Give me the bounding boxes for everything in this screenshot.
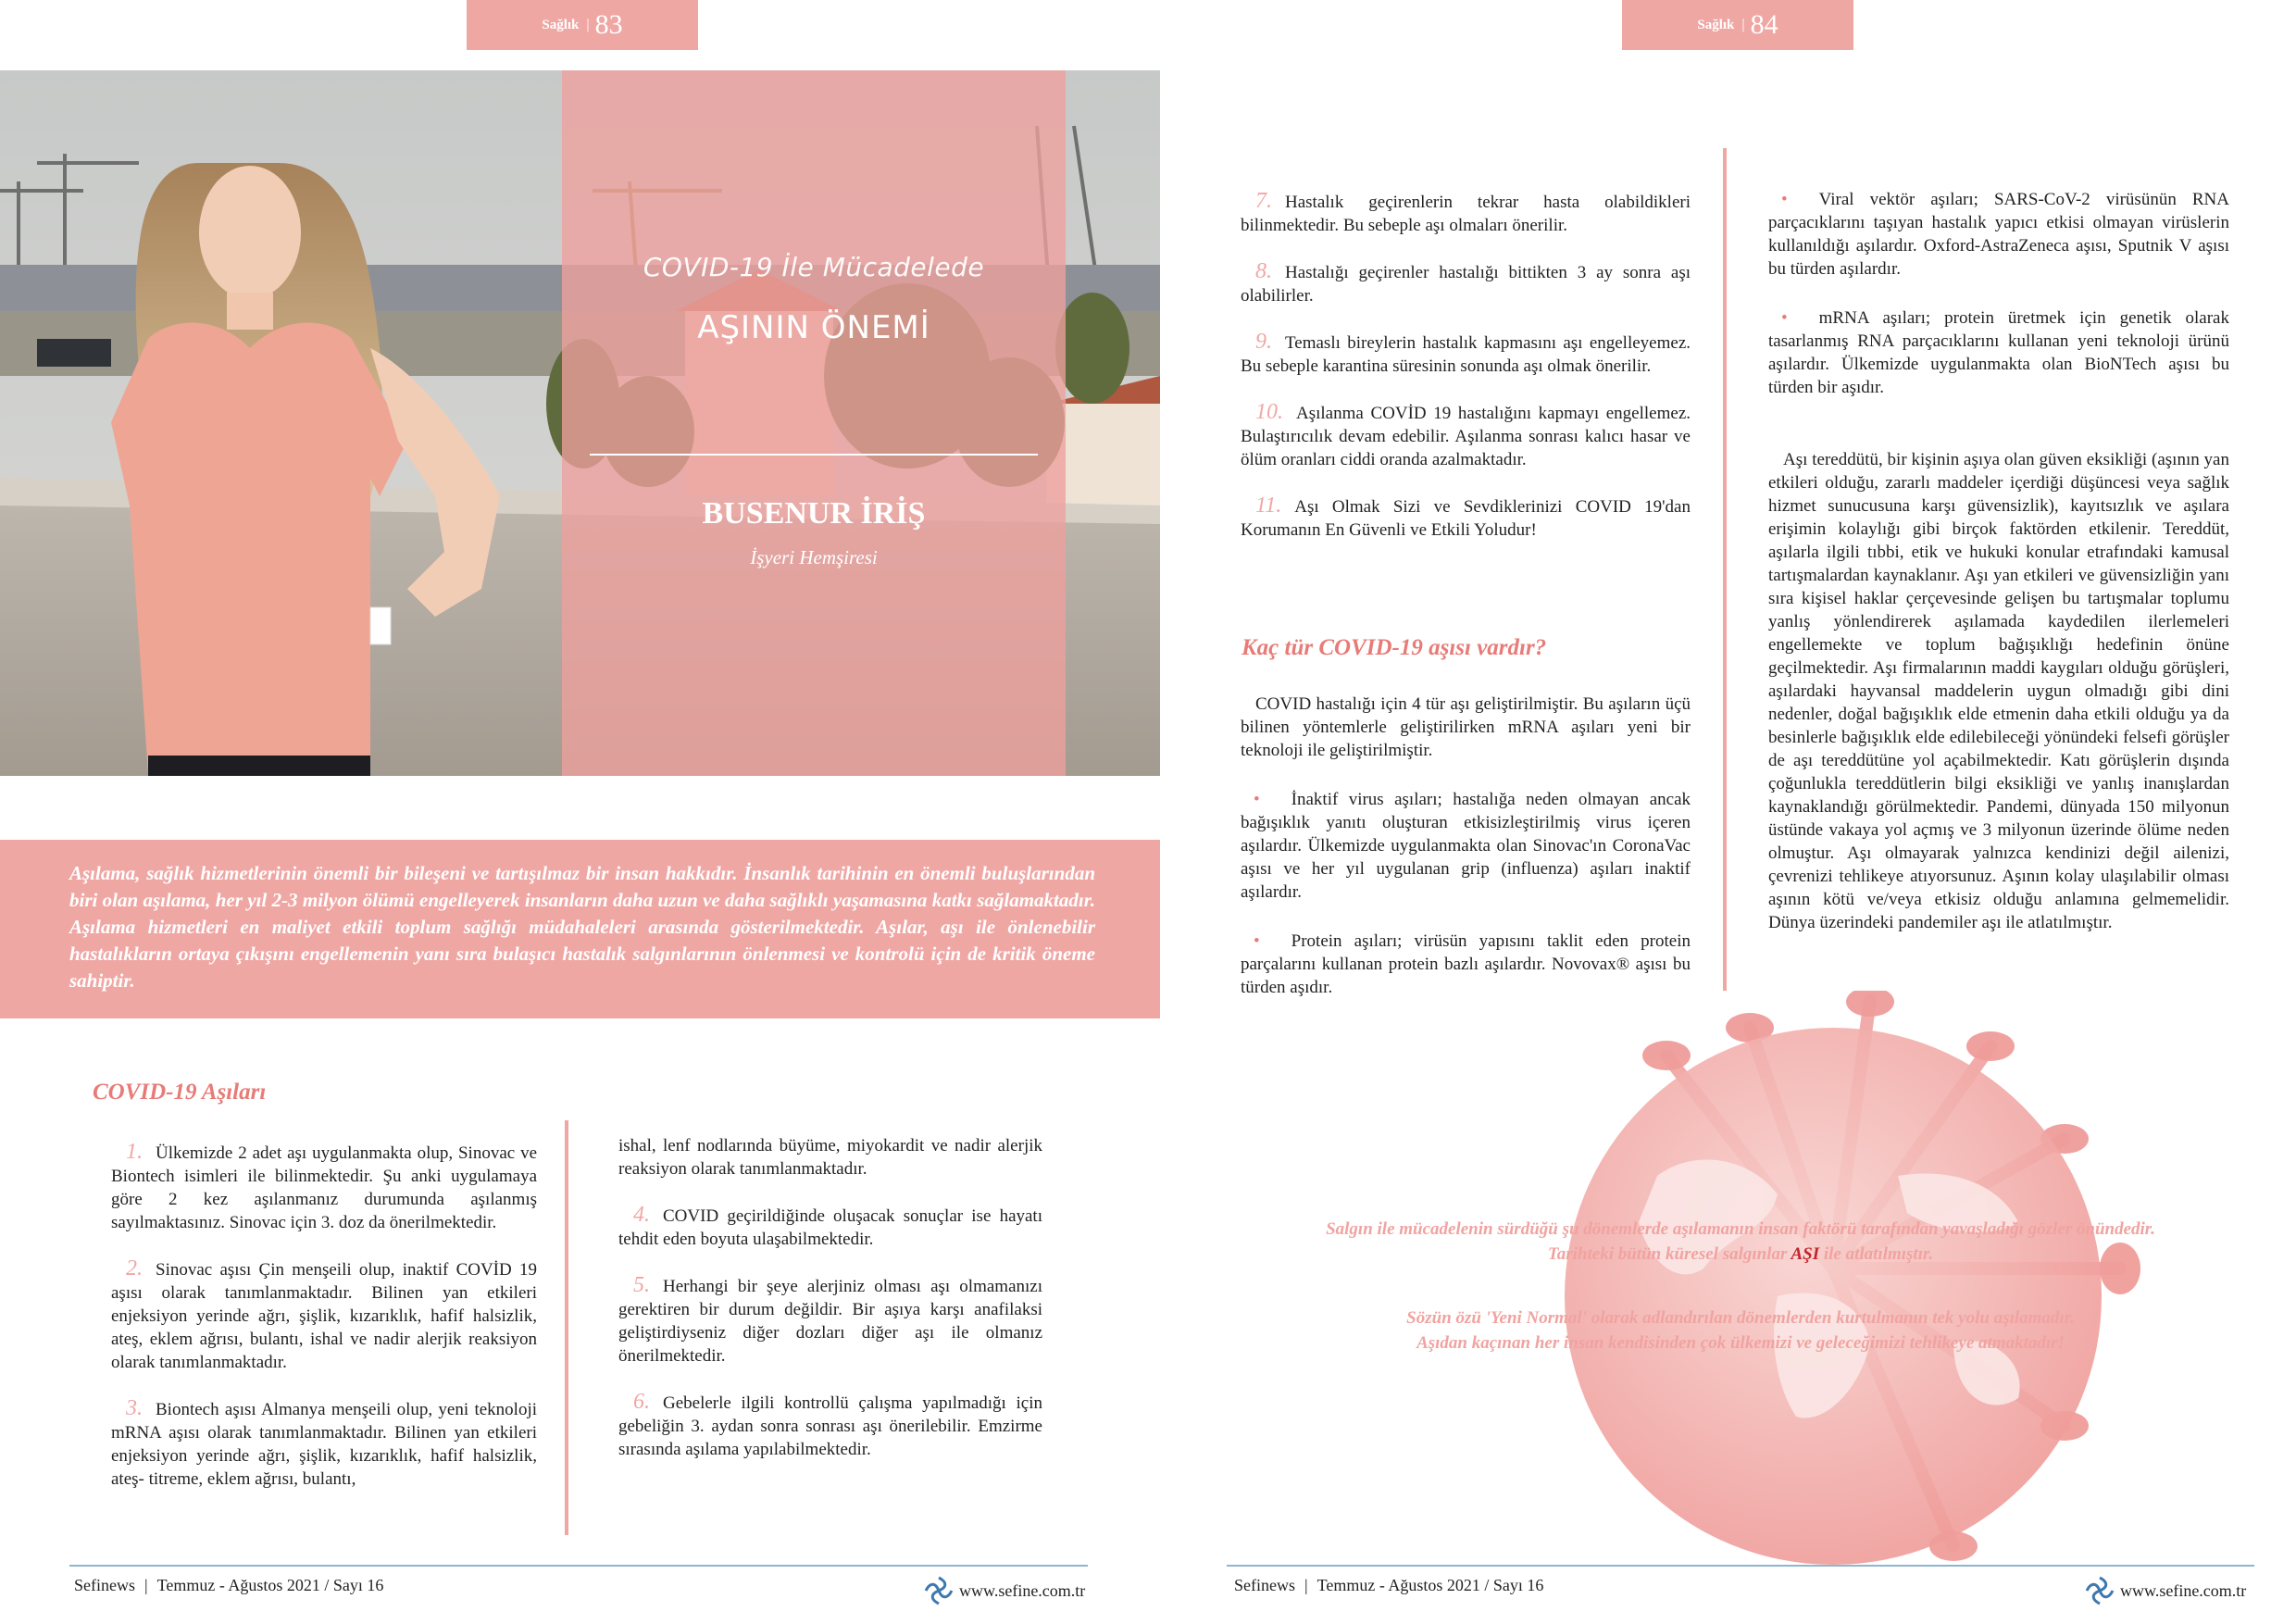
left-column-2 <box>618 1134 1042 1484</box>
footer-rule <box>69 1565 1088 1567</box>
page-tab-84: Sağlık | 84 <box>1622 0 1853 50</box>
page-number: 84 <box>1750 9 1778 40</box>
list-item: 6. Gebelerle ilgili kontrollü çalışma yapılmadığı için gebeliğin 3. aydan sonra sonrası aşı önerilebilir. Emzirme sırasında aşılama yapılabilmektedir. <box>618 1390 1042 1459</box>
list-item: • mRNA aşıları; protein üretmek için genetik olarak tasarlanmış RNA parçacıklarını kullanan yeni teknoloji ürünü aşılardır. Ülkemizde uygulanmakta olan BioNTech aşısı bu türden bir aşıdır. <box>1768 308 2229 397</box>
intro-quote: Aşılama, sağlık hizmetlerinin önemli bir bileşeni ve tartışılmaz bir insan hakkıdır. İnsanlık tarihinin en önemli buluşlarından biri olan aşılama, her yıl 2-3 milyon ölümü engelleyerek insanların daha uzun ve daha sağlıklı yaşamasına katkı sağlamaktadır. Aşılama hizmetleri en maliyet etkili toplum sağlığı müdahaleleri arasında gösterilmektedir. Aşılar, aşı ile önlenebilir hastalıkların ortaya çıkışını engellemenin yanı sıra bulaşıcı hastalık salgınlarının önlenmesi ve kontrolü için de kritik öneme sahiptir. <box>69 862 1095 992</box>
list-item: 3. Biontech aşısı Almanya menşeili olup, yeni teknoloji mRNA aşısı olarak tanımlanmaktadır. Bilinen yan etkileri enjeksiyon yerinde ağrı, şişlik, kızarıklık, hafif halsizlik, ateş- titreme, eklem ağrısı, bulantı, <box>111 1396 537 1489</box>
section-heading-vaccine-types: Kaç tür COVID-19 aşısı vardır? <box>1242 635 1547 660</box>
left-column-1 <box>111 1141 537 1514</box>
section-heading-covid-vaccines: COVID-19 Aşıları <box>93 1080 267 1105</box>
vaccine-hesitancy-text <box>1768 448 2229 957</box>
callout-2-line-2: Aşıdan kaçınan her insan kendisinden çok ülkemizi ve geleceğimizi tehlikeye atmaktadır! <box>1416 1333 2065 1353</box>
list-item: 5. Herhangi bir şeye alerjiniz olması aşı olmamanızı gerektiren bir durum değildir. Bir aşıya karşı anafilaksi geliştirdiyseniz diğer dozları diğer aşı ile olmanız önerilmektedir. <box>618 1273 1042 1366</box>
footer-website-link[interactable]: www.sefine.com.tr <box>922 1574 1085 1607</box>
page-tab-83: Sağlık | 83 <box>467 0 698 50</box>
highlight-word: AŞI <box>1791 1244 1820 1264</box>
list-item: 11. Aşı Olmak Sizi ve Sevdiklerinizi COVID 19'dan Korumanın En Güvenli ve Etkili Yoludur! <box>1241 493 1691 540</box>
list-item: • Protein aşıları; virüsün yapısını taklit eden protein parçalarını kullanan protein bazlı aşılardır. Novovax® aşısı bu türden aşıdır. <box>1241 931 1691 997</box>
sefine-logo-icon <box>922 1574 955 1607</box>
callout-2-line-1: Sözün özü 'Yeni Normal' olarak adlandırılan dönemlerden kurtulmanın tek yolu aşılamadır. <box>1406 1308 2075 1328</box>
title-overlay <box>562 70 1066 776</box>
hesitancy-paragraph: Aşı tereddütü, bir kişinin aşıya olan güven eksikliği (aşının yan etkileri olduğu, zararlı maddeler içerdiği düşüncesi veya sağlık hizmet sunucusuna karşı güvensizlik), kayıtsızlık ve aşılara erişimin kolaylığı gibi birçok faktörden etkilenir. Tereddüt, aşılarla ilgili tıbbi, etik ve hukuki konular etrafındaki kamusal tartışmalardan kaynaklanır. Aşı yan etkileri ve güvensizliğin yanı sıra kişisel haklar çerçevesinde gelişen bu tartışmalar toplumu yanlış yönlendirerek aşılamada kaydedilen ilerlemeleri engellemekte ve toplum bağışıklığı hedefinin önüne geçilmektedir. Aşı firmalarının maddi kaygıları olduğu görüşleri, aşılardaki hayvansal maddelerin uygun olmadığı gibi dini nedenler, doğal bağışıklık elde etmenin daha etkili olduğu ya da besinlerle bağışıklık elde edilebileceği yönündeki felsefi görüşler de aşı tereddütüne yol açabilmektedir. Katı görüşlerin dışında çoğunlukla tereddütlerin bilgi eksikliği ve yanlış inanışlardan kaynaklandığı görülmektedir. Pandemi, dünyada 150 milyonun üstünde vakaya yol açmış ve 3 milyonun üzerinde ölüme neden olmuştur. Aşı olmayarak yalnızca kendinizi değil ailenizi, çevrenizi tehlikeye atıyorsunuz. Aşının kolay ulaşılabilir olması aşının kötü ve/veya etkisiz olduğu anlamına gelmemelidir. Dünya üzerindeki pandemiler aşı ile atlatılmıştır. <box>1768 450 2229 932</box>
callout-1-line-1: Salgın ile mücadelenin sürdüğü şu dönemlerde aşılamanın insan faktörü tarafından yavaşladığı gözler önündedir. <box>1326 1219 2155 1239</box>
section-label: Sağlık <box>542 17 580 32</box>
author-name: BUSENUR İRİŞ <box>702 496 926 531</box>
sefine-logo-icon <box>2083 1574 2116 1607</box>
footer-rule <box>1227 1565 2254 1567</box>
right-column-2 <box>1768 188 2229 422</box>
author-role: İşyeri Hemşiresi <box>750 546 878 568</box>
article-subtitle: COVID-19 İle Mücadelede <box>643 252 985 282</box>
virus-globe-illustration <box>1472 991 2296 1574</box>
title-divider <box>590 454 1038 456</box>
list-item: 10. Aşılanma COVİD 19 hastalığını kapmayı engellemez. Bulaştırıcılık devam edebilir. Aşılanma sonrası kalıcı hasar ve ölüm oranları ciddi oranda azalmaktadır. <box>1241 400 1691 469</box>
footer-magazine: Sefinews | Temmuz - Ağustos 2021 / Sayı 16 <box>74 1576 384 1594</box>
types-intro: COVID hastalığı için 4 tür aşı geliştirilmiştir. Bu aşıların üçü bilinen yöntemlerle geliştirilirken mRNA aşıları yeni bir teknoloji ile geliştirilmiştir. <box>1241 694 1691 760</box>
list-item: 8. Hastalığı geçirenler hastalığı bittikten 3 ay sonra aşı olabilirler. <box>1241 259 1691 306</box>
callout-1 <box>1231 1217 2250 1267</box>
list-item: 7. Hastalık geçirenlerin tekrar hasta olabildikleri bilinmektedir. Bu sebeple aşı olmaları önerilir. <box>1241 189 1691 235</box>
list-item: 1. Ülkemizde 2 adet aşı uygulanmakta olup, Sinovac ve Biontech isimleri ile bilinmektedir. Şu anki uygulamaya göre 2 kez aşılanmanız durumunda aşılanmış sayılmaktasınız. Sinovac için 3. doz da önerilmektedir. <box>111 1140 537 1232</box>
footer-magazine: Sefinews | Temmuz - Ağustos 2021 / Sayı 16 <box>1234 1576 1544 1594</box>
right-column-1 <box>1241 190 1691 565</box>
column-divider <box>565 1120 568 1535</box>
article-title: AŞININ ÖNEMİ <box>697 309 930 346</box>
continued-text: ishal, lenf nodlarında büyüme, miyokardit ve nadir alerjik reaksiyon olarak tanımlanmaktadır. <box>618 1136 1042 1179</box>
page-number: 83 <box>594 9 623 40</box>
intro-quote-box <box>0 840 1160 1018</box>
callout-1-line-2: Tarihteki bütün küresel salgınlar AŞI ile atlatılmıştır. <box>1547 1244 1934 1264</box>
list-item: • İnaktif virus aşıları; hastalığa neden olmayan ancak bağışıklık yanıtı oluşturan etkisizleştirilmiş virus içeren aşılardır. Ülkemizde uygulanmakta olan Sinovac'ın CoronaVac aşısı ve her yıl uygulanan grip (influenza) aşıları inaktif aşılardır. <box>1241 790 1691 902</box>
list-item: 4. COVID geçirildiğinde oluşacak sonuçlar ise hayatı tehdit eden boyuta ulaşabilmektedir. <box>618 1203 1042 1249</box>
virus-icon <box>1472 991 2296 1574</box>
list-item: 9. Temaslı bireylerin hastalık kapmasını aşı engelleyemez. Bu sebeple karantina süresinin sonunda aşı olmak önerilir. <box>1241 330 1691 376</box>
vaccine-types-column <box>1241 693 1691 1022</box>
callout-2 <box>1231 1305 2250 1355</box>
list-item: • Viral vektör aşıları; SARS-CoV-2 virüsünün RNA parçacıklarını taşıyan hastalık yapıcı etkisi olmayan virüslerin kullanıldığı aşılardır. Oxford-AstraZeneca aşısı, Sputnik V aşısı bu türden aşılardır. <box>1768 190 2229 279</box>
column-divider <box>1723 148 1727 991</box>
section-label: Sağlık <box>1697 17 1735 32</box>
footer-website-link[interactable]: www.sefine.com.tr <box>2083 1574 2246 1607</box>
list-item: 2. Sinovac aşısı Çin menşeili olup, inaktif COVİD 19 aşısı olarak tanımlanmaktadır. Bilinen yan etkileri enjeksiyon yerinde ağrı, şişlik, kızarıklık, hafif halsizlik, ateş, eklem ağrısı, bulantı, ishal ve nadir alerjik reaksiyon olarak tanımlanmaktadır. <box>111 1256 537 1372</box>
